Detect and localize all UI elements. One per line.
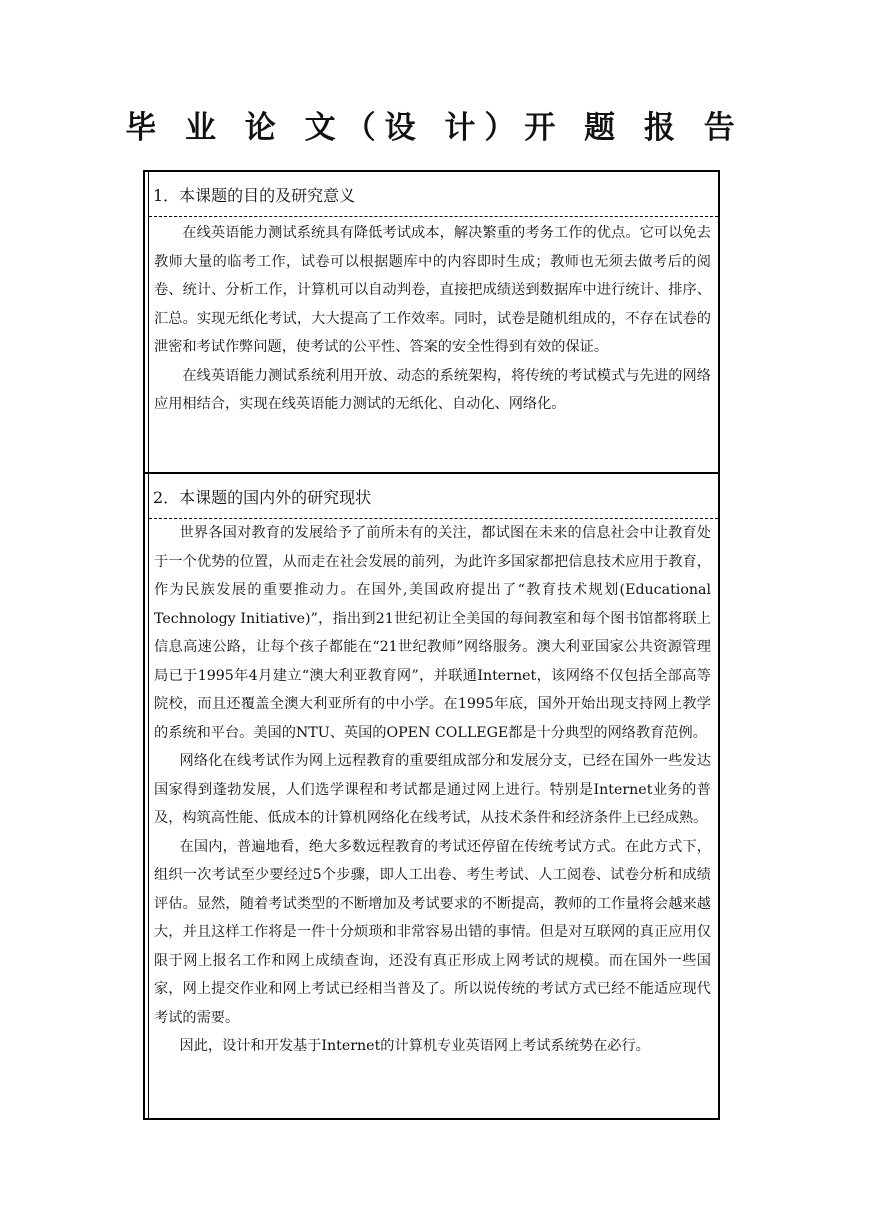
paragraph: 在线英语能力测试系统利用开放、动态的系统架构，将传统的考试模式与先进的网络应用相结合，实现在线英语能力测试的无纸化、自动化、网络化。 [154,367,711,412]
page-title: 毕 业 论 文（设 计）开 题 报 告 [125,110,744,146]
section-research-status [149,474,718,1118]
paragraph: 世界各国对教育的发展给予了前所未有的关注，都试图在未来的信息社会中让教育处于一个优势的位置，从而走在社会发展的前列，为此许多国家都把信息技术应用于教育，作为民族发展的重要推动力。在国外,美国政府提出了“教育技术规划(Educational Technology Initiative)”，指出到21世纪初让全美国的每间教室和每个图书馆都将联上信息高速公路，让每个孩子都能在“21世纪教师”网络服务。澳大利亚国家公共资源管理局已于1995年4月建立“澳大利亚教育网”，并联通Internet，该网络不仅包括全部高等院校，而且还覆盖全澳大利亚所有的中小学。在1995年底，国外开始出现支持网上教学的系统和平台。美国的NTU、英国的OPEN COLLEGE都是十分典型的网络教育范例。 [154,525,711,741]
section-heading: 1．本课题的目的及研究意义 [153,186,356,205]
paragraph: 在国内，普遍地看，绝大多数远程教育的考试还停留在传统考试方式。在此方式下，组织一次考试至少要经过5个步骤，即人工出卷、考生考试、人工阅卷、试卷分析和成绩评估。显然，随着考试类型的不断增加及考试要求的不断提高，教师的工作量将会越来越大，并且这样工作将是一件十分烦琐和非常容易出错的事情。但是对互联网的真正应用仅限于网上报名工作和网上成绩查询，还没有真正形成上网考试的规模。而在国外一些国家，网上提交作业和网上考试已经相当普及了。所以说传统的考试方式已经不能适应现代考试的需要。 [154,838,711,1026]
paragraph: 网络化在线考试作为网上远程教育的重要组成部分和发展分支，已经在国外一些发达国家得到蓬勃发展，人们选学课程和考试都是通过网上进行。特别是Internet业务的普及，构筑高性能、低成本的计算机网络化在线考试，从技术条件和经济条件上已经成熟。 [154,753,711,826]
section-heading: 2．本课题的国内外的研究现状 [153,488,372,507]
section-purpose [149,172,718,472]
paragraph: 在线英语能力测试系统具有降低考试成本，解决繁重的考务工作的优点。它可以免去教师大量的临考工作，试卷可以根据题库中的内容即时生成；教师也无须去做考后的阅卷、统计、分析工作，计算机可以自动判卷，直接把成绩送到数据库中进行统计、排序、汇总。实现无纸化考试，大大提高了工作效率。同时，试卷是随机组成的，不存在试卷的泄密和考试作弊问题，使考试的公平性、答案的安全性得到有效的保证。 [154,225,711,355]
section-body [149,217,718,419]
report-table [143,170,720,1120]
section-body [149,519,718,1061]
paragraph: 因此，设计和开发基于Internet的计算机专业英语网上考试系统势在必行。 [179,1038,650,1054]
